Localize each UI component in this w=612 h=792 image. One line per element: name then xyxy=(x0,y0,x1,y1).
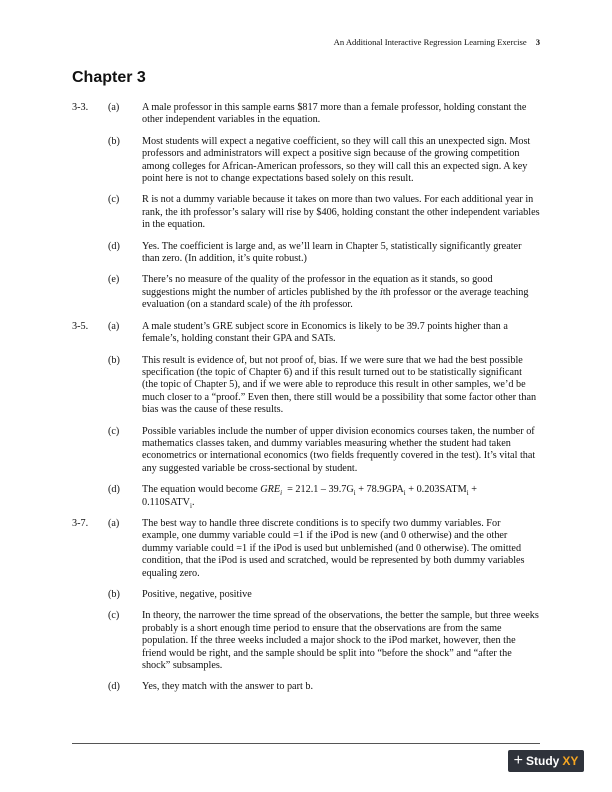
part-a xyxy=(72,518,540,580)
answers-body xyxy=(72,102,540,703)
regression-equation: The equation would become $GRE_i = 212.1 - 39.7G_i + 78.9GPA_i$ + $0.203SATM_i$ + $0.110SATV_i$. xyxy=(142,484,477,510)
part-c xyxy=(72,426,540,476)
problem-number: 3-5. xyxy=(72,320,89,332)
part-label: (b) xyxy=(108,589,120,600)
problem-3-7 xyxy=(72,518,540,694)
problem-3-5 xyxy=(72,321,540,509)
part-text: In theory, the narrower the time spread of the observations, the better the sample, but three weeks probably is a short enough time period to ensure that the observations are from the same population. If the three weeks included a major shock to the iPod market, however, then the friend would be right, and the sample should be split into “before the shock” and “after the shock” subsamples. xyxy=(142,610,539,672)
part-d xyxy=(72,681,540,693)
part-c xyxy=(72,194,540,231)
chapter-title: Chapter 3 xyxy=(72,69,146,86)
part-text: Positive, negative, positive xyxy=(142,589,252,600)
part-text: There’s no measure of the quality of the professor in the equation as it stands, so good suggestions might the number of articles published by the ith professor or the average teaching evaluation (on a standard scale) of the ith professor. xyxy=(142,274,529,311)
page-number: 3 xyxy=(535,37,540,47)
part-label: (d) xyxy=(108,484,120,496)
part-label: (e) xyxy=(108,274,120,286)
part-d xyxy=(72,241,540,266)
part-text: The best way to handle three discrete conditions is to specify two dummy variables. For example, one dummy variable could =1 if the iPod is new (and 0 otherwise) and the other dummy variable could =1 if the iPod is used but unblemished (and 0 otherwise). The omitted condition, that the iPod is used and scratched, would be represented by both dummy variables equaling zero. xyxy=(142,517,525,579)
studyxy-logo: + Study XY xyxy=(508,750,584,772)
part-label: (b) xyxy=(108,135,120,147)
footer-divider xyxy=(72,743,540,744)
problem-number: 3-3. xyxy=(72,102,89,113)
part-text: R is not a dummy variable because it takes on more than two values. For each additional year in rank, the ith professor’s salary will rise by $406, holding constant the other independent variables in the equation. xyxy=(142,194,540,231)
part-label: (b) xyxy=(108,354,120,366)
part-label: (a) xyxy=(108,320,120,332)
running-title: An Additional Interactive Regression Learning Exercise xyxy=(333,37,527,47)
part-text: Most students will expect a negative coefficient, so they will call this an unexpected sign. Most professors and administrators will expect a positive sign because of the growing competition among colleges for African-American professors, so they will call this an expected sign. A key point here is not to change expectations based solely on this result. xyxy=(142,135,531,185)
part-label: (a) xyxy=(108,517,120,529)
part-text: A male student’s GRE subject score in Economics is likely to be 39.7 points higher than a female’s, holding constant their GPA and SATs. xyxy=(142,320,508,345)
part-text: Yes. The coefficient is large and, as we’ll learn in Chapter 5, statistically significantly greater than zero. (In addition, it’s quite robust.) xyxy=(142,240,522,265)
part-label: (d) xyxy=(108,681,120,693)
part-text: This result is evidence of, but not proof of, bias. If we were sure that we had the best possible specification (the topic of Chapter 6) and if this result turned out to be statistically significant (the topic of Chapter 5), and if we were able to reproduce this result in other samples, we’d be much closer to a “proof.” Even then, there still would be a possibility that some factor other than bias was the cause of these results. xyxy=(142,354,537,416)
problem-number: 3-7. xyxy=(72,517,89,529)
part-label: (c) xyxy=(108,425,120,437)
part-a xyxy=(72,102,540,127)
part-b xyxy=(72,136,540,186)
part-c xyxy=(72,610,540,672)
part-e xyxy=(72,274,540,311)
part-d xyxy=(72,484,540,509)
part-a xyxy=(72,321,540,346)
part-b xyxy=(72,589,540,601)
problem-3-3 xyxy=(72,102,540,312)
running-header xyxy=(334,37,540,47)
part-label: (a) xyxy=(108,102,120,113)
part-label: (c) xyxy=(108,194,120,206)
part-b xyxy=(72,355,540,417)
part-label: (d) xyxy=(108,240,120,252)
part-text: Possible variables include the number of upper division economics courses taken, the number of mathematics classes taken, and dummy variables measuring whether the student had taken econometrics or international economics (two fields frequently covered in the test). It’s vital that any suggested variable be cross-sectional by student. xyxy=(142,425,536,474)
part-text: A male professor in this sample earns $817 more than a female professor, holding constant the other independent variables in the equation. xyxy=(142,102,527,126)
part-label: (c) xyxy=(108,610,120,622)
part-text: Yes, they match with the answer to part b. xyxy=(142,681,313,693)
plus-icon: + xyxy=(513,752,523,769)
